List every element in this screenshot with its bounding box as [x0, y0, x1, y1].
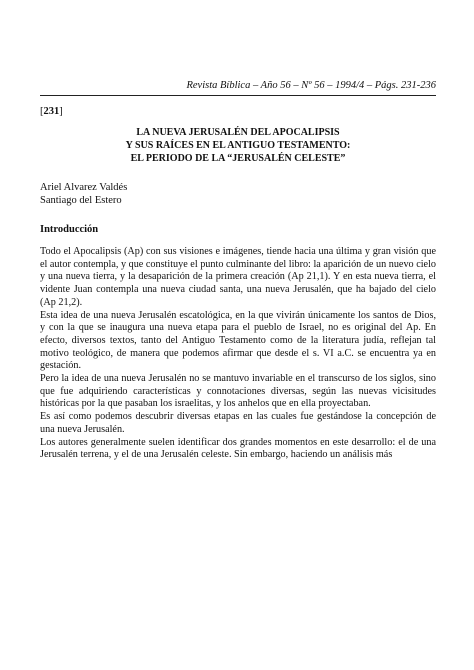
header-rule: [40, 95, 436, 96]
author-place: Santiago del Estero: [40, 195, 122, 206]
paragraph: Es así como podemos descubrir diversas etapas en las cuales fue gestándose la concepción de una nueva Jerusalén.: [40, 411, 436, 435]
paragraph: Esta idea de una nueva Jerusalén escatológica, en la que vivirán únicamente los santos de Dios, y con la que se inaugura una nueva etapa para el pueblo de Israel, no es original del Ap. En efecto, diversos textos, tanto del Antiguo Testamento como de la literatura judía, reflejan tal motivo teológico, de manera que podemos afirmar que desde el s. VI a.C. se encuentra ya en gestación.: [40, 309, 436, 372]
article-title: [40, 126, 436, 165]
author-name: Ariel Alvarez Valdés: [40, 182, 128, 193]
author-block: [40, 181, 127, 207]
paragraph: Pero la idea de una nueva Jerusalén no se mantuvo invariable en el transcurso de los siglos, sino que fue adquiriendo características y connotaciones diversas, según las nuevas vicisitudes históricas por la que pasaban los israelitas, y los anhelos que en ella proyectaban.: [40, 373, 436, 410]
title-line-3: EL PERIODO DE LA “JERUSALÉN CELESTE”: [130, 153, 346, 164]
running-header: Revista Bíblica – Año 56 – Nº 56 – 1994/4 – Págs. 231-236: [186, 80, 436, 91]
title-line-2: Y SUS RAÍCES EN EL ANTIGUO TESTAMENTO:: [125, 140, 351, 151]
body-text: [40, 246, 436, 462]
title-line-1: LA NUEVA JERUSALÉN DEL APOCALIPSIS: [136, 127, 340, 138]
paragraph: Todo el Apocalipsis (Ap) con sus visiones e imágenes, tiende hacia una última y gran visión que el autor contempla, y que constituye el punto culminante del libro: la aparición de un nuevo cielo y una nueva tierra, y la desaparición de la primera creación (Ap 21,1). Y en esta nueva tierra, el vidente Juan contempla una nueva ciudad santa, una nueva Jerusalén, que ha bajado del cielo (Ap 21,2).: [40, 246, 436, 308]
page-marker-close: ]: [59, 106, 63, 117]
page-marker-open: [: [40, 106, 44, 117]
page-number: 231: [43, 106, 60, 117]
section-heading: Introducción: [40, 224, 99, 235]
paragraph: Los autores generalmente suelen identificar dos grandes momentos en este desarrollo: el de una Jerusalén terrena, y el de una Jerusalén celeste. Sin embargo, haciendo un análisis más: [40, 436, 436, 461]
page-marker: [40, 106, 63, 117]
